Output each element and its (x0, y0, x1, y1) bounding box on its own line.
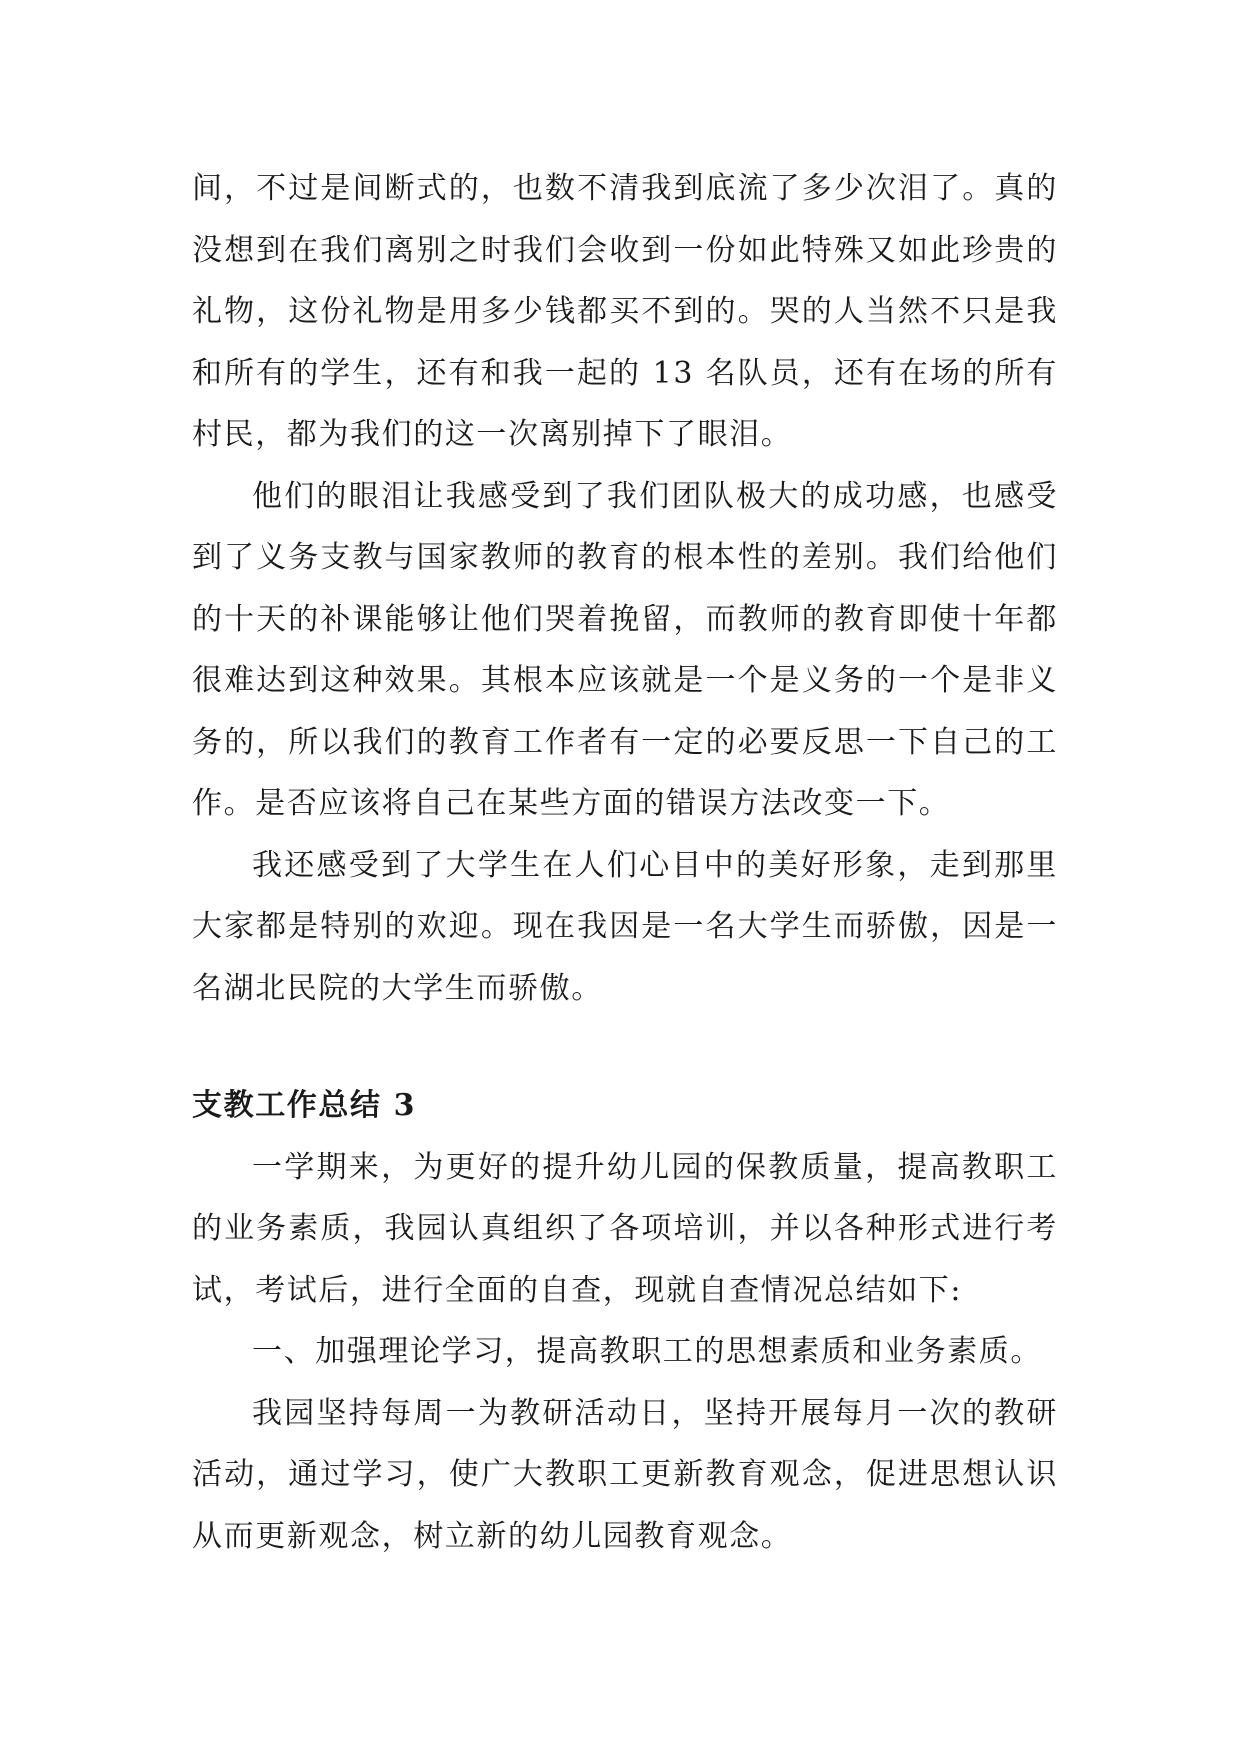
paragraph-research-day: 我园坚持每周一为教研活动日，坚持开展每月一次的教研活动，通过学习，使广大教职工更新教育观念，促进思想认识从而更新观念，树立新的幼儿园教育观念。 (192, 1395, 1058, 1554)
paragraph-student-pride: 我还感受到了大学生在人们心目中的美好形象，走到那里大家都是特别的欢迎。现在我因是一名大学生而骄傲，因是一名湖北民院的大学生而骄傲。 (192, 847, 1058, 1006)
paragraph-tears-reflection: 他们的眼泪让我感受到了我们团队极大的成功感，也感受到了义务支教与国家教师的教育的根本性的差别。我们给他们的十天的补课能够让他们哭着挽留，而教师的教育即使十年都很难达到这种效果。其根本应该就是一个是义务的一个是非义务的，所以我们的教育工作者有一定的必要反思一下自己的工作。是否应该将自己在某些方面的错误方法改变一下。 (192, 478, 1058, 821)
paragraph-semester-intro: 一学期来，为更好的提升幼儿园的保教质量，提高教职工的业务素质，我园认真组织了各项培训，并以各种形式进行考试，考试后，进行全面的自查，现就自查情况总结如下: (192, 1149, 1058, 1308)
section-title: 支教工作总结 3 (192, 1088, 417, 1123)
paragraph-point-one: 一、加强理论学习，提高教职工的思想素质和业务素质。 (252, 1334, 1042, 1369)
document-body (192, 158, 1058, 1567)
paragraph-continued: 间，不过是间断式的，也数不清我到底流了多少次泪了。真的没想到在我们离别之时我们会收到一份如此特殊又如此珍贵的礼物，这份礼物是用多少钱都买不到的。哭的人当然不只是我和所有的学生，还有和我一起的 13 名队员，还有在场的所有村民，都为我们的这一次离别掉下了眼泪。 (192, 171, 1058, 452)
